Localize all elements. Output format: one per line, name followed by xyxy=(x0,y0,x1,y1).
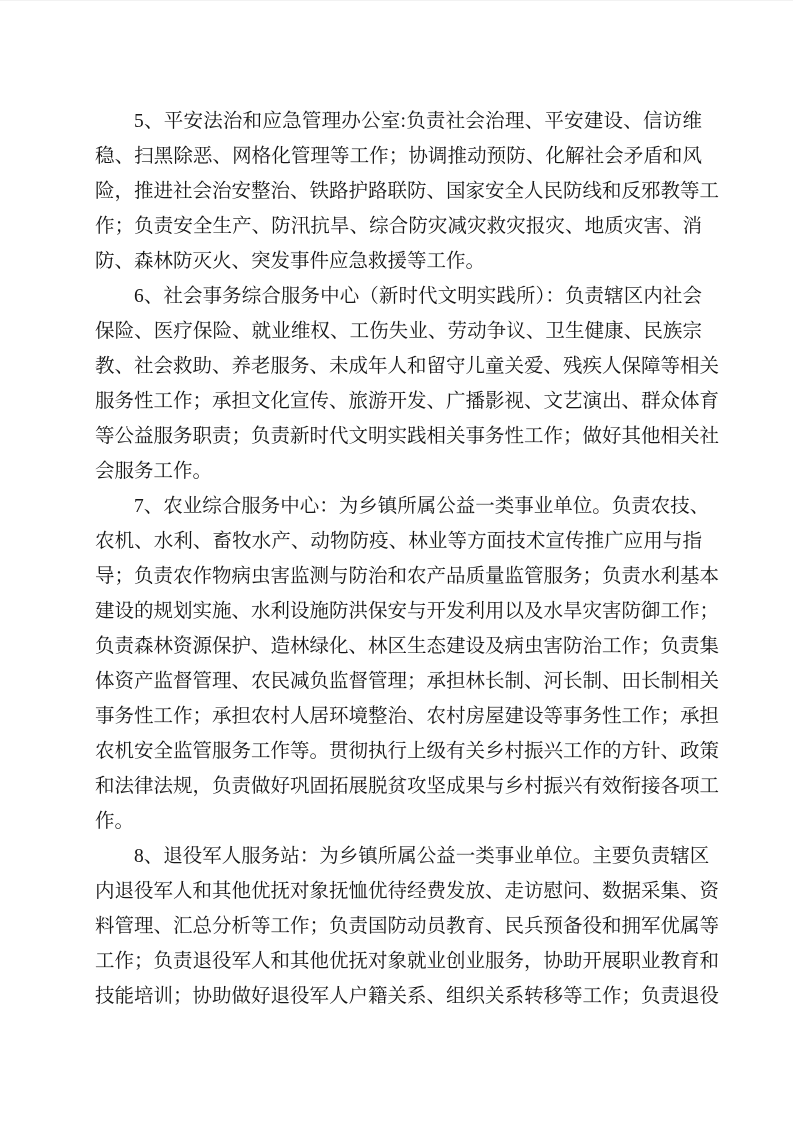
paragraph-item-7 xyxy=(95,489,720,839)
text-line: 料管理、汇总分析等工作；负责国防动员教育、民兵预备役和拥军优属等 xyxy=(95,916,720,937)
text-line: 服务性工作；承担文化宣传、旅游开发、广播影视、文艺演出、群众体育 xyxy=(95,391,720,412)
text-line: 作；负责安全生产、防汛抗旱、综合防灾减灾救灾报灾、地质灾害、消 xyxy=(95,216,702,237)
text-line: 农机安全监管服务工作等。贯彻执行上级有关乡村振兴工作的方针、政策 xyxy=(95,741,720,762)
text-line: 6、社会事务综合服务中心（新时代文明实践所）：负责辖区内社会 xyxy=(134,286,702,307)
text-line: 内退役军人和其他优抚对象抚恤优待经费发放、走访慰问、数据采集、资 xyxy=(95,881,720,902)
text-line: 技能培训；协助做好退役军人户籍关系、组织关系转移等工作；负责退役 xyxy=(95,986,720,1007)
text-line: 7、农业综合服务中心：为乡镇所属公益一类事业单位。负责农技、 xyxy=(134,496,710,517)
text-line: 和法律法规，负责做好巩固拓展脱贫攻坚成果与乡村振兴有效衔接各项工 xyxy=(95,776,720,797)
paragraph-item-5 xyxy=(95,104,720,279)
text-line: 农机、水利、畜牧水产、动物防疫、林业等方面技术宣传推广应用与指 xyxy=(95,531,702,552)
text-line: 教、社会救助、养老服务、未成年人和留守儿童关爱、残疾人保障等相关 xyxy=(95,356,720,377)
text-line: 事务性工作；承担农村人居环境整治、农村房屋建设等事务性工作；承担 xyxy=(95,706,720,727)
text-line: 建设的规划实施、水利设施防洪保安与开发利用以及水旱灾害防御工作； xyxy=(95,601,720,622)
paragraph-item-6 xyxy=(95,279,720,489)
paragraph-item-8 xyxy=(95,839,720,1014)
text-line: 8、退役军人服务站：为乡镇所属公益一类事业单位。主要负责辖区 xyxy=(134,846,710,867)
text-line: 保险、医疗保险、就业维权、工伤失业、劳动争议、卫生健康、民族宗 xyxy=(95,321,702,342)
text-line: 5、平安法治和应急管理办公室:负责社会治理、平安建设、信访维 xyxy=(134,111,702,132)
document-body xyxy=(95,104,720,1014)
text-line: 体资产监督管理、农民减负监督管理；承担林长制、河长制、田长制相关 xyxy=(95,671,720,692)
text-line: 等公益服务职责；负责新时代文明实践相关事务性工作；做好其他相关社 xyxy=(95,426,720,447)
text-line: 导；负责农作物病虫害监测与防治和农产品质量监管服务；负责水利基本 xyxy=(95,566,720,587)
text-line: 工作；负责退役军人和其他优抚对象就业创业服务，协助开展职业教育和 xyxy=(95,951,720,972)
text-line: 负责森林资源保护、造林绿化、林区生态建设及病虫害防治工作；负责集 xyxy=(95,636,720,657)
text-line: 险，推进社会治安整治、铁路护路联防、国家安全人民防线和反邪教等工 xyxy=(95,181,720,202)
text-line: 稳、扫黑除恶、网格化管理等工作；协调推动预防、化解社会矛盾和风 xyxy=(95,146,702,167)
text-line: 作。 xyxy=(95,811,135,832)
text-line: 防、森林防灭火、突发事件应急救援等工作。 xyxy=(95,251,486,272)
text-line: 会服务工作。 xyxy=(95,461,213,482)
